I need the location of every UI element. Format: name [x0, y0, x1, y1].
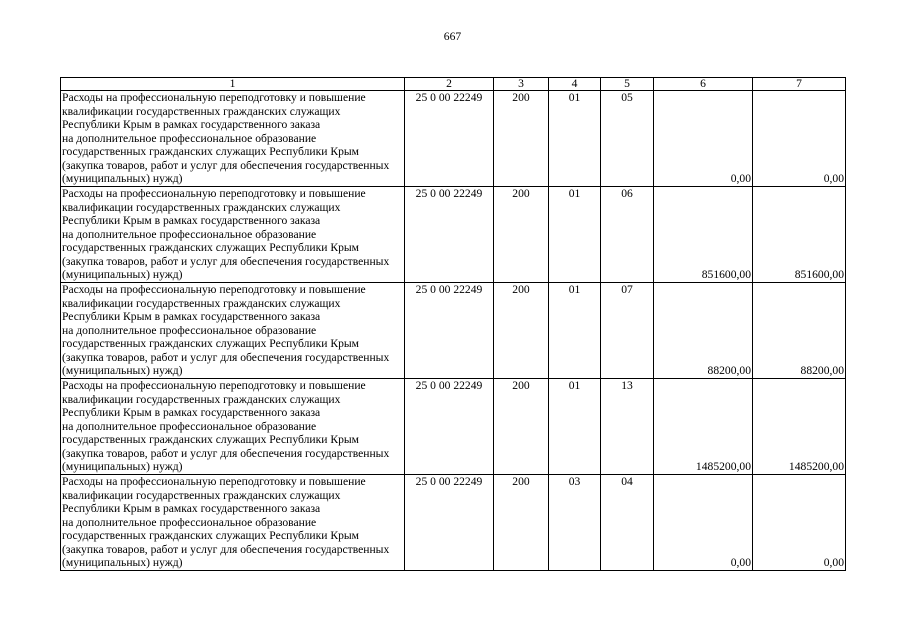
value-7-cell: 851600,00: [753, 187, 846, 283]
subsection-cell: 04: [601, 475, 654, 571]
value-6-cell: 0,00: [654, 91, 753, 187]
value-6-cell: 851600,00: [654, 187, 753, 283]
column-header-6: 6: [654, 78, 753, 91]
section-cell: 01: [549, 379, 601, 475]
section-cell: 01: [549, 91, 601, 187]
table-row: [61, 379, 846, 475]
table-row: [61, 187, 846, 283]
code-cell: 25 0 00 22249: [405, 475, 494, 571]
value-7-cell: 0,00: [753, 475, 846, 571]
column-header-5: 5: [601, 78, 654, 91]
page-number: 667: [443, 30, 462, 43]
type-cell: 200: [494, 283, 549, 379]
value-7-cell: 1485200,00: [753, 379, 846, 475]
description-cell: Расходы на профессиональную переподготовку и повышение квалификации государственных гражданских служащих Республики Крым в рамках государственного заказа на дополнительное профессиональное образование государственных гражданских служащих Республики Крым (закупка товаров, работ и услуг для обеспечения государственных (муниципальных) нужд): [61, 187, 405, 283]
description-cell: Расходы на профессиональную переподготовку и повышение квалификации государственных гражданских служащих Республики Крым в рамках государственного заказа на дополнительное профессиональное образование государственных гражданских служащих Республики Крым (закупка товаров, работ и услуг для обеспечения государственных (муниципальных) нужд): [61, 91, 405, 187]
type-cell: 200: [494, 475, 549, 571]
table-row: [61, 283, 846, 379]
section-cell: 01: [549, 283, 601, 379]
code-cell: 25 0 00 22249: [405, 379, 494, 475]
table-row: [61, 91, 846, 187]
description-cell: Расходы на профессиональную переподготовку и повышение квалификации государственных гражданских служащих Республики Крым в рамках государственного заказа на дополнительное профессиональное образование государственных гражданских служащих Республики Крым (закупка товаров, работ и услуг для обеспечения государственных (муниципальных) нужд): [61, 475, 405, 571]
value-6-cell: 88200,00: [654, 283, 753, 379]
column-header-7: 7: [753, 78, 846, 91]
description-cell: Расходы на профессиональную переподготовку и повышение квалификации государственных гражданских служащих Республики Крым в рамках государственного заказа на дополнительное профессиональное образование государственных гражданских служащих Республики Крым (закупка товаров, работ и услуг для обеспечения государственных (муниципальных) нужд): [61, 379, 405, 475]
subsection-cell: 07: [601, 283, 654, 379]
subsection-cell: 05: [601, 91, 654, 187]
header-row: [61, 78, 846, 91]
value-6-cell: 0,00: [654, 475, 753, 571]
value-7-cell: 88200,00: [753, 283, 846, 379]
subsection-cell: 06: [601, 187, 654, 283]
type-cell: 200: [494, 91, 549, 187]
code-cell: 25 0 00 22249: [405, 91, 494, 187]
column-header-1: 1: [61, 78, 405, 91]
code-cell: 25 0 00 22249: [405, 187, 494, 283]
column-header-2: 2: [405, 78, 494, 91]
value-7-cell: 0,00: [753, 91, 846, 187]
type-cell: 200: [494, 187, 549, 283]
section-cell: 03: [549, 475, 601, 571]
subsection-cell: 13: [601, 379, 654, 475]
code-cell: 25 0 00 22249: [405, 283, 494, 379]
value-6-cell: 1485200,00: [654, 379, 753, 475]
description-cell: Расходы на профессиональную переподготовку и повышение квалификации государственных гражданских служащих Республики Крым в рамках государственного заказа на дополнительное профессиональное образование государственных гражданских служащих Республики Крым (закупка товаров, работ и услуг для обеспечения государственных (муниципальных) нужд): [61, 283, 405, 379]
column-header-4: 4: [549, 78, 601, 91]
column-header-3: 3: [494, 78, 549, 91]
budget-table: [60, 77, 846, 571]
type-cell: 200: [494, 379, 549, 475]
section-cell: 01: [549, 187, 601, 283]
table-row: [61, 475, 846, 571]
